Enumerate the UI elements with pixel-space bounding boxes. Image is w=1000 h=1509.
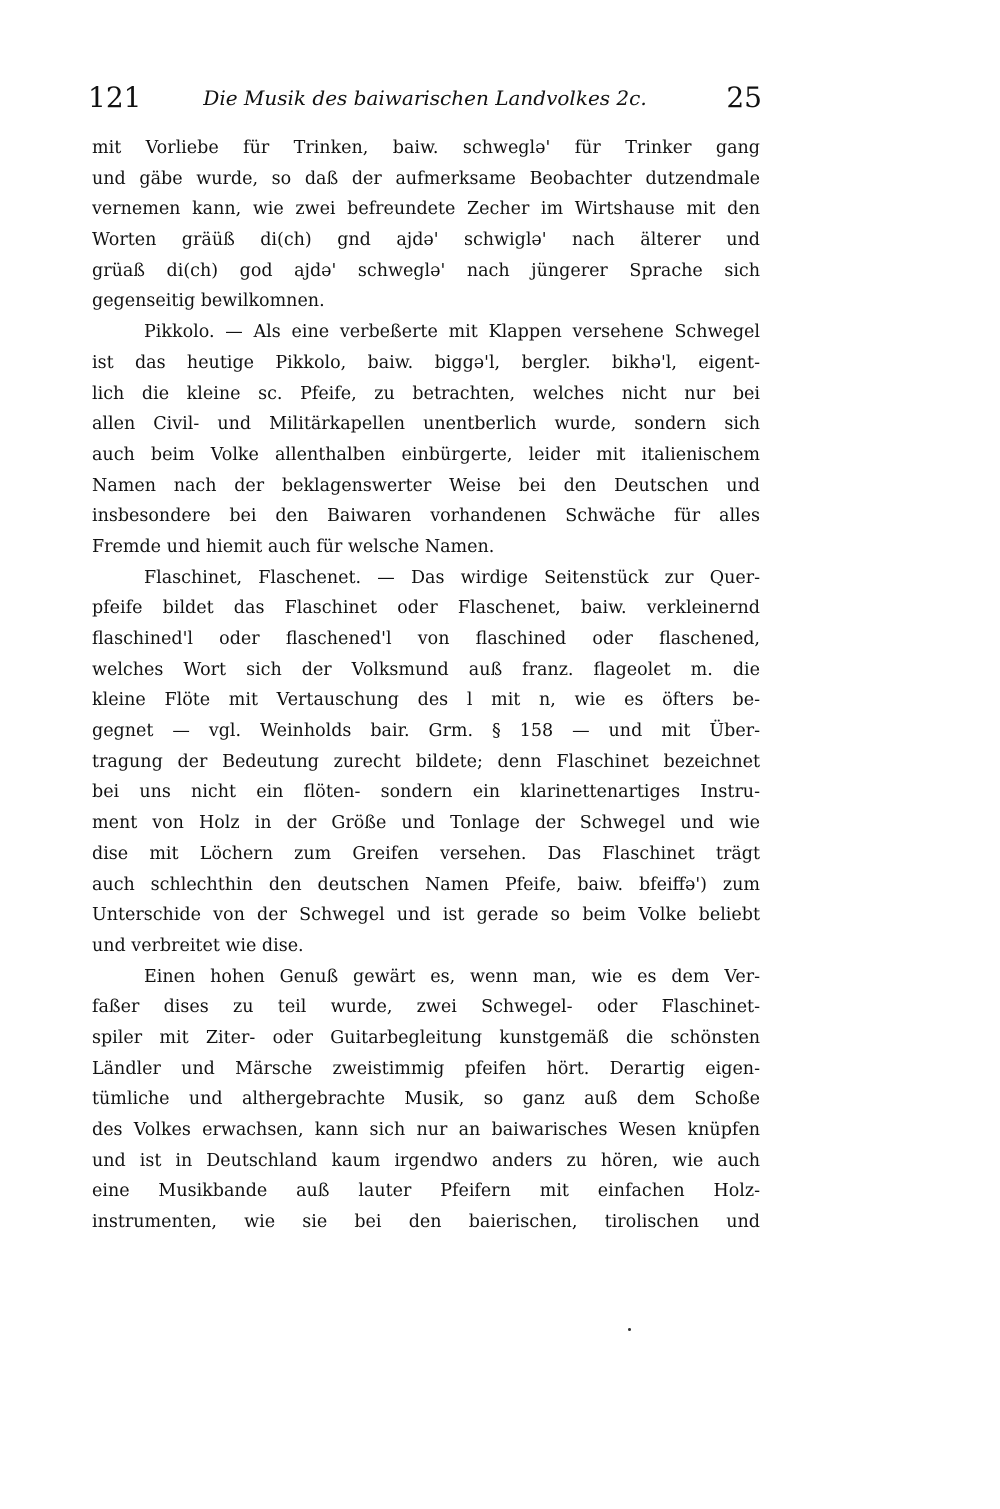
text-line: Flaschinet, Flaschenet. — Das wirdige Seitenstück zur Quer- (144, 567, 760, 588)
text-line: lich die kleine sc. Pfeife, zu betrachten, welches nicht nur bei (92, 383, 760, 404)
text-line: eine Musikbande auß lauter Pfeifern mit einfachen Holz- (92, 1181, 760, 1202)
text-line: ist das heutige Pikkolo, baiw. biggə'l, bergler. bikhə'l, eigent- (92, 352, 760, 373)
text-line: tümliche und althergebrachte Musik, so ganz auß dem Schoße (92, 1089, 760, 1110)
text-line: Ländler und Märsche zweistimmig pfeifen hört. Derartig eigen- (92, 1058, 760, 1079)
text-line: welches Wort sich der Volksmund auß franz. flageolet m. die (92, 659, 760, 680)
text-line: spiler mit Ziter- oder Guitarbegleitung kunstgemäß die schönsten (92, 1027, 760, 1048)
text-line: insbesondere bei den Baiwaren vorhandenen Schwäche für alles (92, 506, 760, 527)
text-line: und ist in Deutschland kaum irgendwo anders zu hören, wie auch (92, 1150, 760, 1171)
text-line: gegnet — vgl. Weinholds bair. Grm. § 158 — und mit Über- (92, 721, 760, 742)
text-line: vernemen kann, wie zwei befreundete Zecher im Wirtshause mit den (92, 199, 760, 220)
text-line: Unterschide von der Schwegel und ist gerade so beim Volke beliebt (92, 905, 760, 926)
text-line: Worten gräüß di(ch) gnd ajdə' schwiglə' nach älterer und (92, 230, 760, 251)
text-line: gegenseitig bewilkomnen. (92, 291, 325, 312)
text-line: pfeife bildet das Flaschinet oder Flaschenet, baiw. verkleinernd (92, 598, 760, 619)
text-line: auch schlechthin den deutschen Namen Pfeife, baiw. bfeiffə') zum (92, 874, 760, 895)
text-line: allen Civil- und Militärkapellen unentberlich wurde, sondern sich (92, 414, 760, 435)
text-line: und verbreitet wie dise. (92, 935, 304, 956)
text-line: tragung der Bedeutung zurecht bildete; denn Flaschinet bezeichnet (92, 751, 760, 772)
text-line: auch beim Volke allenthalben einbürgerte, leider mit italienischem (92, 444, 760, 465)
text-line: bei uns nicht ein flöten- sondern ein klarinettenartiges Instru- (92, 782, 760, 803)
text-line: Pikkolo. — Als eine verbeßerte mit Klappen versehene Schwegel (144, 322, 760, 343)
body-text (92, 133, 760, 1238)
page-number-right: 25 (726, 81, 762, 114)
text-line: grüaß di(ch) god ajdə' schweglə' nach jüngerer Sprache sich (92, 260, 760, 281)
text-line: instrumenten, wie sie bei den baierischen, tirolischen und (92, 1212, 760, 1233)
stray-ink-dot (628, 1328, 631, 1331)
text-line: flaschined'l oder flaschened'l von flaschined oder flaschened, (92, 629, 760, 649)
text-line: mit Vorliebe für Trinken, baiw. schweglə' für Trinker gang (92, 138, 760, 158)
page-header (88, 80, 762, 120)
text-line: Namen nach der beklagenswerter Weise bei den Deutschen und (92, 475, 760, 496)
text-line: dise mit Löchern zum Greifen versehen. Das Flaschinet trägt (92, 843, 760, 864)
text-line: des Volkes erwachsen, kann sich nur an baiwarisches Wesen knüpfen (92, 1120, 760, 1140)
running-title: Die Musik des baiwarischen Landvolkes 2c. (203, 86, 647, 110)
page-number-left: 121 (88, 81, 142, 114)
text-line: ment von Holz in der Größe und Tonlage der Schwegel und wie (92, 813, 760, 834)
text-line: faßer dises zu teil wurde, zwei Schwegel- oder Flaschinet- (92, 997, 760, 1018)
text-line: Einen hohen Genuß gewärt es, wenn man, wie es dem Ver- (144, 966, 760, 987)
text-line: und gäbe wurde, so daß der aufmerksame Beobachter dutzendmale (92, 168, 760, 189)
text-line: kleine Flöte mit Vertauschung des l mit n, wie es öfters be- (92, 690, 760, 711)
text-line: Fremde und hiemit auch für welsche Namen. (92, 536, 495, 557)
